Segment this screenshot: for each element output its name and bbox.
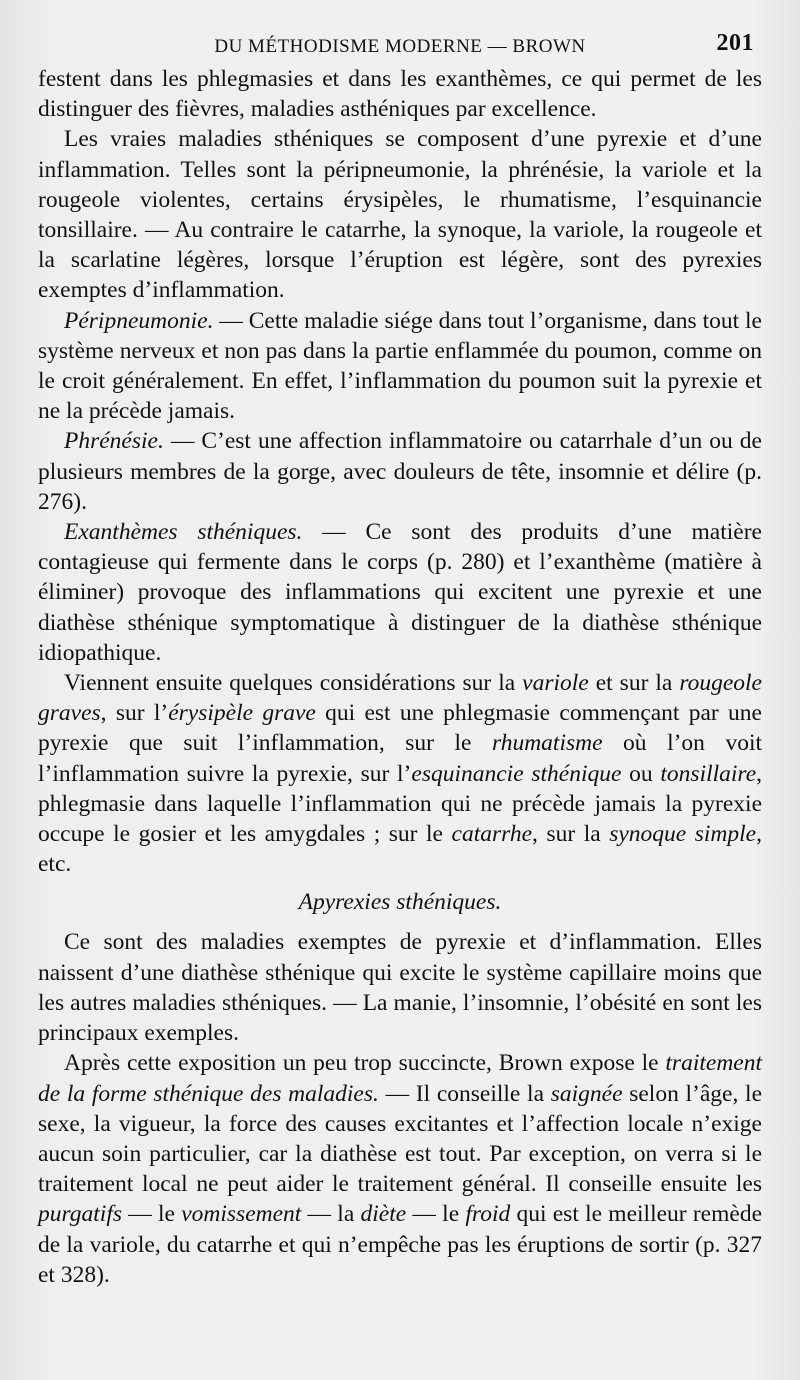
paragraph-apyrexies: Ce sont des maladies exemptes de pyrexie et d’inflammation. Elles naissent d’une diathèse sthénique qui excite le système capillaire moins que les autres maladies sthéniques. — La manie, l’insomnie, l’obésité en sont les principaux exemples. [38,929,762,1047]
paragraph-exanthemes [38,517,762,668]
text-run: ou [621,760,661,787]
text-run: , sur l’ [100,700,169,727]
running-header [38,30,762,64]
paragraph-body: — Cette maladie siége dans tout l’organisme, dans tout le système nerveux et non pas dans la partie enflammée du poumon, comme on le croit généralement. En effet, l’inflammation du poumon suit la pyrexie et ne la précède jamais. [38,307,762,425]
italic-term: variole [522,670,589,697]
italic-term: esquinancie sthénique [411,760,622,787]
section-title: Apyrexies sthéniques. [298,889,502,916]
text-run: — la [301,1201,361,1228]
text-run: — le [406,1201,466,1228]
paragraph-continuation: festent dans les phlegmasies et dans les exanthèmes, ce qui permet de les distinguer des fièvres, maladies asthéniques par excellence. [38,66,762,123]
paragraph-peripneumonie [38,306,762,427]
page-number: 201 [716,30,754,56]
text-run: où l’on voit l’inflammation suivre la pyrexie, sur l’ [38,730,762,787]
paragraph-phrenesie [38,426,762,517]
term-peripneumonie: Péripneumonie. [64,307,214,334]
italic-term: synoque simple [609,821,757,848]
italic-term: diète [360,1201,407,1228]
text-run: Viennent ensuite quelques considérations sur la [64,670,523,697]
italic-term: rhumatisme [491,730,603,757]
paragraph-sthenic-diseases: Les vraies maladies sthéniques se composent d’une pyrexie et d’une inflammation. Telles sont la péripneumonie, la phrénésie, la variole et la rougeole violentes, certains érysipèles, le rhumatisme, l’esquinancie tonsillaire. — Au contraire le catarrhe, la synoque, la variole, la rougeole et la scarlatine légères, lorsque l’éruption est légère, sont des pyrexies exemptes d’inflammation. [38,126,762,304]
paragraph-considerations [38,668,762,879]
body-text [38,64,762,1290]
text-run: Après cette exposition un peu trop succincte, Brown expose le [64,1050,666,1077]
italic-term: traitement de la forme sthénique des maladies. [38,1050,762,1107]
italic-term: catarrhe [451,821,533,848]
italic-term: érysipèle grave [168,700,316,727]
text-run: — Il conseille la [378,1080,551,1107]
text-run: , sur la [532,821,610,848]
italic-term: froid [465,1201,511,1228]
paragraph-body: — Ce sont des produits d’une matière contagieuse qui fermente dans le corps (p. 280) et l’exanthème (matière à éliminer) provoque des inflammations qui excitent une pyrexie et une diathèse sthénique symptomatique à distinguer de la diathèse sthénique idiopathique. [38,519,762,666]
term-phrenesie: Phrénésie. [64,428,164,455]
italic-term: tonsillaire [660,760,757,787]
italic-term: rougeole graves [38,670,762,727]
term-exanthemes: Exanthèmes sthéniques. [64,519,303,546]
italic-term: vomissement [181,1201,302,1228]
italic-term: saignée [550,1080,623,1107]
running-title: DU MÉTHODISME MODERNE — BROWN [214,36,586,57]
text-run: et sur la [588,670,680,697]
text-run: selon l’âge, le sexe, la vigueur, la force des causes excitantes et l’affection locale n’exige aucun soin particulier, car la diathèse est tout. Par exception, on verra si le traitement local ne peut aider le traitement général. Il conseille ensuite les [38,1080,763,1198]
paragraph-traitement [38,1048,762,1290]
text-run: , phlegmasie dans laquelle l’inflammation qui ne précède jamais la pyrexie occupe le gosier et les amygdales ; sur le [38,760,763,848]
text-run: qui est le meilleur remède de la variole, du catarrhe et qui n’empêche pas les éruptions de sortir (p. 327 et 328). [38,1201,762,1288]
paragraph-body: — C’est une affection inflammatoire ou catarrhale d’un ou de plusieurs membres de la gorge, avec douleurs de tête, insomnie et délire (p. 276). [38,428,762,515]
text-run: qui est une phlegmasie commençant par une pyrexie que suit l’inflammation, sur le [38,700,762,757]
text-run: — le [122,1201,182,1228]
italic-term: purgatifs [38,1201,123,1228]
text-run: , etc. [38,821,762,878]
